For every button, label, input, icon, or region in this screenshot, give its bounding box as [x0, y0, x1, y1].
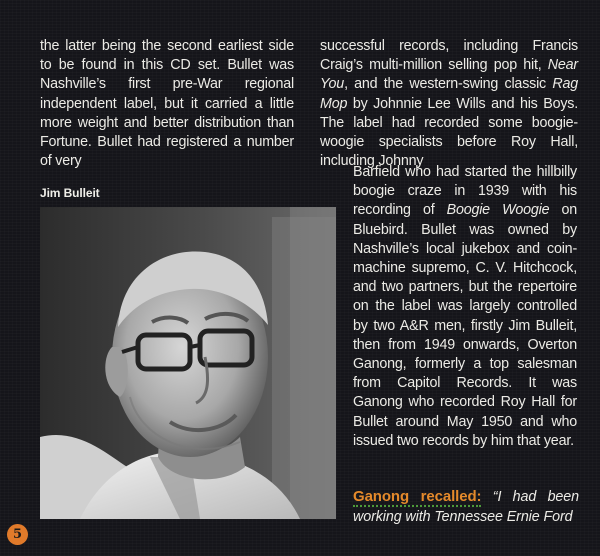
quote-heading: Ganong recalled:: [353, 488, 482, 505]
quote-text: “I had been working with Tennessee Ernie Ford: [353, 489, 579, 525]
text-run: successful records, including Francis Craig’s multi-million selling pop hit,: [320, 38, 578, 74]
quote-block: [353, 487, 579, 527]
left-column: [40, 37, 294, 171]
right-column-top-paragraph: [320, 37, 578, 171]
song-title-rag-mop: Rag Mop: [320, 76, 578, 112]
page-number-badge: 5: [7, 524, 28, 545]
text-run: by Johnnie Lee Wills and his Boys. The label had recorded some boogie-woogie specialists before Roy Hall, including Johnny: [320, 95, 578, 170]
portrait-illustration: [40, 207, 336, 519]
portrait-photo: [40, 207, 336, 519]
photo-caption: Jim Bulleit: [40, 186, 100, 200]
text-run: Barfield who had started the hillbilly boogie craze in 1939 with his recording of: [353, 164, 577, 219]
right-column-wrapped-paragraph: [353, 163, 577, 451]
text-run: on Bluebird. Bullet was owned by Nashville’s local jukebox and coin-machine supremo, C. V. Hitchcock, and two partners, but the repertoire on the label was largely controlled by two A&R men, firstly Jim Bulleit, then from 1949 onwards, Overton Ganong, formerly a top salesman from Capitol Records. It was Ganong who recorded Roy Hall for Bullet around May 1950 and who issued two records by him that year.: [353, 202, 577, 449]
song-title-near-you: Near You: [320, 57, 578, 93]
right-column-top: [320, 37, 578, 171]
song-title-boogie-woogie: Boogie Woogie: [446, 202, 550, 219]
left-column-paragraph: the latter being the second earliest side to be found in this CD set. Bullet was Nashville’s first pre-War regional independent label, but it carried a little more weight and better distribution than Fortune. Bullet had registered a number of very: [40, 38, 294, 170]
quote-paragraph: [353, 487, 579, 527]
right-column-wrapped: [353, 163, 577, 451]
text-run: , and the western-swing classic: [344, 76, 553, 93]
